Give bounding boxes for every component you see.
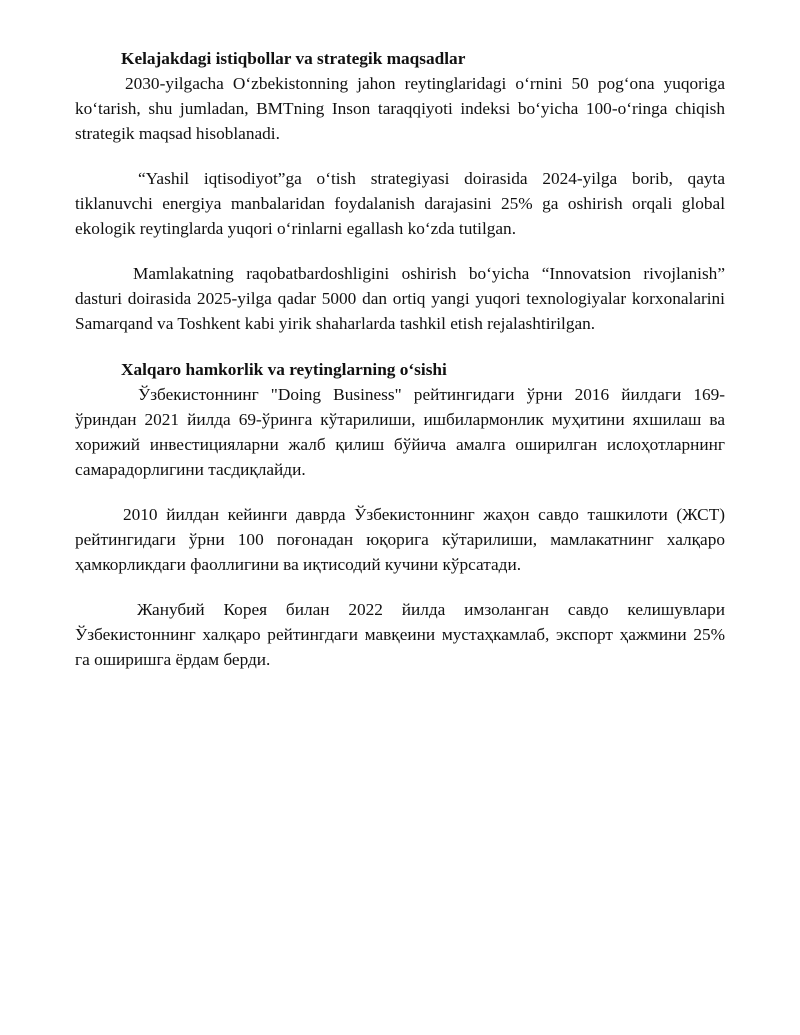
section-spacer (75, 336, 725, 357)
paragraph-south-korea: Жанубий Корея билан 2022 йилда имзоланган савдо келишувлари Ўзбекистоннинг халқаро рейтингдаги мавқеини мустаҳкамлаб, экспорт ҳажмини 25% га оширишга ёрдам берди. (75, 600, 725, 669)
paragraph-wto-rating: 2010 йилдан кейинги даврда Ўзбекистоннинг жаҳон савдо ташкилоти (ЖСТ) рейтингидаги ўрни 100 поғонадан юқорига кўтарилиши, мамлакатнинг халқаро ҳамкорликдаги фаоллигини ва иқтисодий кучини кўрсатади. (75, 505, 725, 574)
paragraph-innovation-program: Mamlakatning raqobatbardoshligini oshirish bo‘yicha “Innovatsion rivojlanish” dasturi doirasida 2025-yilga qadar 5000 dan ortiq yangi yuqori texnologiyalar korxonalarini Samarqand va Toshkent kabi yirik shaharlarda tashkil etish rejalashtirilgan. (75, 264, 725, 333)
section-future-prospects (75, 46, 725, 336)
paragraph-spacer (75, 241, 725, 261)
paragraph-spacer (75, 577, 725, 597)
section-title-future-prospects: Kelajakdagi istiqbollar va strategik maqsadlar (121, 49, 466, 68)
paragraph-doing-business: Ўзбекистоннинг "Doing Business" рейтингидаги ўрни 2016 йилдаги 169-ўриндан 2021 йилда 69-ўринга кўтарилиши, ишбилармонлик муҳитини яхшилаш ва хорижий инвестицияларни жалб қилиш бўйича амалга оширилган ислоҳотларнинг самарадорлигини тасдиқлайди. (75, 385, 725, 479)
paragraph-2030-goal: 2030-yilgacha O‘zbekistonning jahon reytinglaridagi o‘rnini 50 pog‘ona yuqoriga ko‘tarish, shu jumladan, BMTning Inson taraqqiyoti indeksi bo‘yicha 100-o‘ringa chiqish strategik maqsad hisoblanadi. (75, 74, 725, 143)
section-international-cooperation (75, 357, 725, 672)
paragraph-spacer (75, 146, 725, 166)
paragraph-spacer (75, 482, 725, 502)
paragraph-green-economy: “Yashil iqtisodiyot”ga o‘tish strategiyasi doirasida 2024-yilga borib, qayta tiklanuvchi energiya manbalaridan foydalanish darajasini 25% ga oshirish orqali global ekologik reytinglarda yuqori o‘rinlarni egallash ko‘zda tutilgan. (75, 169, 725, 238)
document-page (75, 46, 725, 672)
section-title-international-cooperation: Xalqaro hamkorlik va reytinglarning o‘sishi (121, 360, 447, 379)
